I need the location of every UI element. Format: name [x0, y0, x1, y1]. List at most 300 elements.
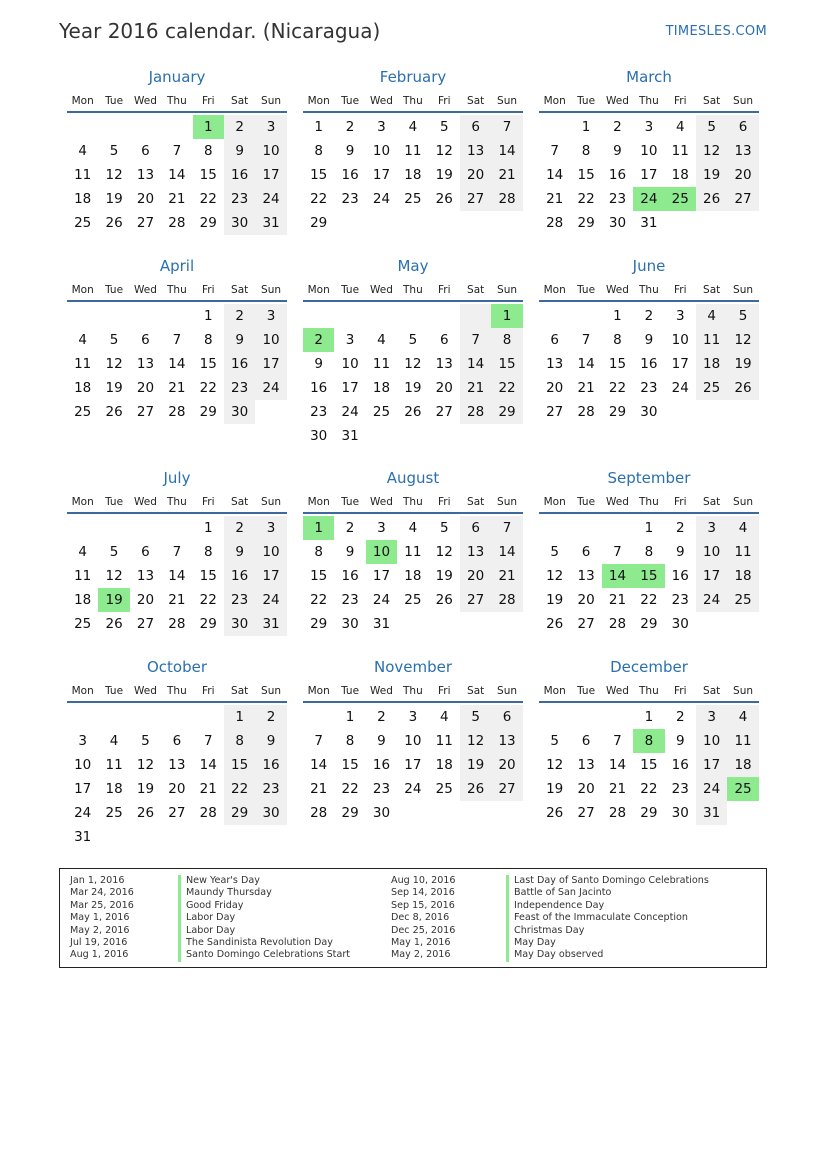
- day-cell: 28: [577, 404, 595, 420]
- day-cell: 22: [310, 191, 328, 207]
- day-cell: 4: [109, 733, 119, 749]
- day-cell: 19: [696, 163, 727, 187]
- holiday-name: Christmas Day: [506, 925, 709, 937]
- day-cell: 28: [546, 215, 564, 231]
- day-cell: 27: [136, 404, 155, 420]
- day-cell: 12: [105, 167, 123, 183]
- empty-cell: [161, 825, 192, 849]
- weekday-label: Tue: [105, 496, 124, 508]
- day-cell: 26: [435, 191, 453, 207]
- day-cell: 17: [696, 564, 727, 588]
- weekday-label: Fri: [674, 284, 687, 296]
- day-cell: 15: [608, 356, 627, 372]
- day-cell: 17: [341, 380, 359, 396]
- day-cell: 27: [136, 616, 155, 632]
- day-cell: 24: [255, 187, 286, 211]
- empty-cell: [460, 801, 491, 825]
- empty-cell: [303, 304, 334, 328]
- day-cell: 22: [199, 191, 217, 207]
- empty-cell: [334, 211, 365, 235]
- weekday-label: Sat: [231, 496, 249, 508]
- month-may: [303, 257, 523, 448]
- empty-cell: [161, 705, 192, 729]
- day-cell: 23: [224, 187, 255, 211]
- day-cell: 16: [224, 352, 255, 376]
- day-cell: 10: [404, 733, 422, 749]
- day-cell: 12: [105, 568, 123, 584]
- day-cell: 4: [78, 143, 87, 159]
- day-cell: 7: [460, 328, 491, 352]
- empty-cell: [67, 304, 98, 328]
- day-cell: 26: [105, 404, 123, 420]
- day-cell: 5: [141, 733, 150, 749]
- day-cell: 19: [435, 167, 453, 183]
- weekday-header: [539, 282, 759, 302]
- day-cell: 22: [341, 781, 359, 797]
- day-cell: 25: [727, 588, 758, 612]
- empty-cell: [696, 400, 727, 424]
- holiday-date: Aug 10, 2016: [391, 875, 456, 886]
- day-cell: 21: [608, 592, 627, 608]
- day-cell: 19: [727, 352, 758, 376]
- empty-cell: [491, 424, 522, 448]
- day-cell: 2: [675, 520, 685, 536]
- holiday-date: Jan 1, 2016: [70, 875, 125, 886]
- day-cell: 27: [577, 616, 595, 632]
- empty-cell: [570, 304, 601, 328]
- empty-cell: [397, 612, 428, 636]
- site-link[interactable]: TIMESLES.COM: [665, 24, 767, 39]
- weekday-header: [67, 282, 287, 302]
- day-cell: 28: [460, 400, 491, 424]
- holiday-date: May 1, 2016: [70, 912, 130, 924]
- day-cell: 28: [608, 805, 627, 821]
- empty-cell: [460, 211, 491, 235]
- day-cell: 9: [613, 143, 622, 159]
- day-cell: 11: [404, 544, 422, 560]
- weekday-header: [67, 494, 287, 514]
- day-cell: 16: [608, 167, 627, 183]
- month-june: [539, 257, 759, 424]
- weekday-label: Tue: [105, 685, 124, 697]
- empty-cell: [570, 705, 601, 729]
- day-cell: 12: [696, 139, 727, 163]
- holiday-dates-right: [391, 875, 456, 962]
- weekday-label: Sun: [261, 496, 282, 508]
- day-cell: 26: [696, 187, 727, 211]
- day-cell: 23: [671, 592, 689, 608]
- month-name: March: [626, 68, 672, 86]
- holiday-date: May 1, 2016: [391, 936, 451, 948]
- weekday-label: Fri: [438, 95, 451, 107]
- day-cell: 21: [168, 380, 186, 396]
- day-cell: 15: [224, 753, 255, 777]
- day-cell: 23: [310, 404, 328, 420]
- day-cell: 20: [460, 163, 491, 187]
- empty-cell: [98, 705, 129, 729]
- day-cell: 2: [345, 119, 355, 135]
- day-cell: 24: [255, 588, 286, 612]
- day-cell: 6: [172, 733, 182, 749]
- day-cell: 11: [372, 356, 391, 372]
- empty-cell: [602, 705, 633, 729]
- day-cell: 3: [696, 516, 727, 540]
- day-cell: 1: [224, 705, 255, 729]
- day-cell: 18: [74, 380, 92, 396]
- day-cell: 23: [341, 191, 359, 207]
- weekday-label: Thu: [639, 496, 659, 508]
- day-cell: 11: [727, 729, 758, 753]
- day-cell: 18: [74, 592, 92, 608]
- day-cell: 19: [546, 592, 564, 608]
- day-cell: 24: [671, 380, 689, 396]
- empty-cell: [366, 424, 397, 448]
- day-cell: 23: [224, 588, 255, 612]
- holiday-names-right: [506, 875, 709, 962]
- day-cell: 7: [172, 544, 182, 560]
- day-cell: 9: [644, 332, 654, 348]
- day-cell: 24: [372, 191, 391, 207]
- day-cell: 24: [341, 404, 359, 420]
- day-cell: 29: [199, 404, 217, 420]
- day-cell: 16: [255, 753, 286, 777]
- day-cell: 21: [199, 781, 217, 797]
- day-cell: 12: [435, 143, 453, 159]
- day-cell: 16: [341, 167, 359, 183]
- day-cell: 9: [255, 729, 286, 753]
- day-cell: 22: [608, 380, 627, 396]
- empty-cell: [429, 801, 460, 825]
- day-cell: 5: [408, 332, 418, 348]
- day-cell: 25: [435, 781, 453, 797]
- day-cell: 27: [460, 588, 491, 612]
- holiday-date: Aug 1, 2016: [70, 949, 129, 961]
- day-cell: 29: [640, 805, 658, 821]
- month-august: [303, 469, 523, 636]
- day-cell: 1: [193, 115, 224, 139]
- day-cell: 4: [78, 332, 87, 348]
- weekday-label: Mon: [307, 685, 330, 697]
- weekday-label: Sun: [733, 284, 754, 296]
- day-cell: 26: [546, 616, 564, 632]
- day-cell: 16: [224, 564, 255, 588]
- weekday-label: Sat: [703, 496, 721, 508]
- day-cell: 9: [345, 544, 355, 560]
- day-cell: 2: [224, 115, 255, 139]
- day-cell: 12: [136, 757, 155, 773]
- day-cell: 16: [671, 757, 689, 773]
- month-name: December: [610, 658, 688, 676]
- day-cell: 14: [460, 352, 491, 376]
- day-cell: 15: [633, 564, 664, 588]
- month-july: [67, 469, 287, 636]
- empty-cell: [570, 516, 601, 540]
- weekday-label: Fri: [438, 685, 451, 697]
- day-cell: 1: [314, 119, 323, 135]
- empty-cell: [460, 424, 491, 448]
- day-cell: 5: [109, 332, 119, 348]
- weekday-label: Sun: [733, 496, 754, 508]
- day-cell: 15: [491, 352, 522, 376]
- day-cell: 18: [105, 781, 123, 797]
- day-cell: 28: [491, 588, 522, 612]
- day-cell: 22: [199, 592, 217, 608]
- empty-cell: [130, 705, 161, 729]
- day-cell: 28: [168, 404, 186, 420]
- day-cell: 4: [439, 709, 449, 725]
- day-cell: 27: [168, 805, 186, 821]
- day-cell: 25: [404, 191, 422, 207]
- weekday-label: Sun: [261, 95, 282, 107]
- weekday-label: Sun: [497, 95, 518, 107]
- empty-cell: [539, 115, 570, 139]
- day-cell: 29: [491, 400, 522, 424]
- day-grid: [67, 705, 287, 849]
- day-cell: 26: [404, 404, 422, 420]
- weekday-label: Thu: [639, 284, 659, 296]
- day-cell: 13: [435, 356, 453, 372]
- weekday-label: Tue: [341, 496, 360, 508]
- day-cell: 11: [696, 328, 727, 352]
- day-cell: 12: [404, 356, 422, 372]
- weekday-label: Sun: [733, 685, 754, 697]
- day-cell: 10: [366, 540, 397, 564]
- day-cell: 13: [727, 139, 758, 163]
- holiday-date: Jul 19, 2016: [70, 936, 128, 948]
- day-cell: 12: [105, 356, 123, 372]
- day-cell: 16: [310, 380, 328, 396]
- day-cell: 6: [141, 332, 150, 348]
- day-cell: 8: [491, 328, 522, 352]
- day-cell: 7: [172, 332, 182, 348]
- weekday-label: Thu: [167, 284, 187, 296]
- day-cell: 2: [224, 516, 255, 540]
- day-cell: 18: [372, 380, 391, 396]
- day-cell: 14: [168, 568, 186, 584]
- weekday-header: [539, 93, 759, 113]
- day-cell: 16: [671, 568, 689, 584]
- day-cell: 27: [136, 215, 155, 231]
- empty-cell: [727, 400, 758, 424]
- month-name: June: [632, 257, 666, 275]
- weekday-label: Fri: [202, 284, 215, 296]
- day-cell: 19: [136, 781, 155, 797]
- day-cell: 1: [644, 520, 654, 536]
- day-cell: 1: [644, 709, 654, 725]
- day-cell: 5: [109, 544, 119, 560]
- weekday-label: Mon: [543, 685, 566, 697]
- day-cell: 11: [74, 568, 92, 584]
- day-cell: 29: [640, 616, 658, 632]
- day-cell: 4: [408, 520, 418, 536]
- weekday-label: Wed: [134, 95, 157, 107]
- day-cell: 19: [105, 380, 123, 396]
- weekday-label: Wed: [370, 496, 393, 508]
- empty-cell: [98, 825, 129, 849]
- day-cell: 22: [640, 781, 658, 797]
- day-cell: 28: [168, 215, 186, 231]
- holiday-date: Mar 25, 2016: [70, 899, 134, 911]
- day-cell: 19: [404, 380, 422, 396]
- day-cell: 18: [74, 191, 92, 207]
- empty-cell: [67, 705, 98, 729]
- day-cell: 24: [633, 187, 664, 211]
- day-cell: 6: [550, 332, 559, 348]
- holiday-name: Feast of the Immaculate Conception: [506, 912, 709, 924]
- day-cell: 31: [74, 829, 92, 845]
- month-february: [303, 68, 523, 235]
- weekday-label: Wed: [606, 496, 629, 508]
- empty-cell: [193, 825, 224, 849]
- day-cell: 5: [439, 119, 449, 135]
- day-cell: 31: [696, 801, 727, 825]
- day-cell: 18: [404, 568, 422, 584]
- day-cell: 30: [224, 612, 255, 636]
- empty-cell: [397, 424, 428, 448]
- holiday-name: The Sandinista Revolution Day: [178, 937, 350, 949]
- weekday-label: Sat: [231, 284, 249, 296]
- day-cell: 8: [314, 143, 323, 159]
- day-grid: [539, 516, 759, 636]
- day-cell: 31: [341, 428, 359, 444]
- day-cell: 8: [224, 729, 255, 753]
- day-cell: 9: [224, 328, 255, 352]
- day-cell: 1: [203, 308, 213, 324]
- day-cell: 19: [105, 191, 123, 207]
- weekday-label: Sun: [261, 284, 282, 296]
- empty-cell: [130, 516, 161, 540]
- weekday-label: Mon: [307, 95, 330, 107]
- day-cell: 5: [109, 143, 119, 159]
- weekday-label: Sat: [231, 685, 249, 697]
- empty-cell: [602, 516, 633, 540]
- empty-cell: [161, 304, 192, 328]
- day-cell: 17: [255, 163, 286, 187]
- empty-cell: [98, 304, 129, 328]
- day-cell: 14: [168, 356, 186, 372]
- day-cell: 6: [141, 143, 150, 159]
- day-cell: 26: [727, 376, 758, 400]
- day-grid: [539, 304, 759, 424]
- empty-cell: [255, 400, 286, 424]
- day-cell: 26: [435, 592, 453, 608]
- weekday-label: Tue: [341, 685, 360, 697]
- empty-cell: [98, 115, 129, 139]
- day-cell: 4: [408, 119, 418, 135]
- day-cell: 27: [546, 404, 564, 420]
- day-grid: [67, 115, 287, 235]
- day-cell: 2: [345, 520, 355, 536]
- empty-cell: [491, 211, 522, 235]
- month-december: [539, 658, 759, 825]
- weekday-header: [67, 683, 287, 703]
- day-cell: 14: [577, 356, 595, 372]
- empty-cell: [397, 211, 428, 235]
- month-name: November: [373, 658, 453, 676]
- day-cell: 14: [491, 540, 522, 564]
- day-cell: 2: [224, 304, 255, 328]
- empty-cell: [696, 211, 727, 235]
- day-cell: 10: [640, 143, 658, 159]
- empty-cell: [366, 211, 397, 235]
- day-cell: 6: [460, 115, 491, 139]
- empty-cell: [67, 516, 98, 540]
- day-cell: 15: [199, 167, 217, 183]
- day-cell: 6: [439, 332, 449, 348]
- day-cell: 9: [377, 733, 386, 749]
- weekday-label: Thu: [639, 685, 659, 697]
- day-cell: 23: [608, 191, 627, 207]
- day-cell: 7: [203, 733, 213, 749]
- day-cell: 2: [675, 709, 685, 725]
- month-name: January: [148, 68, 206, 86]
- weekday-label: Tue: [577, 685, 596, 697]
- empty-cell: [397, 801, 428, 825]
- empty-cell: [161, 516, 192, 540]
- day-cell: 12: [546, 757, 564, 773]
- weekday-label: Sun: [497, 685, 518, 697]
- weekday-label: Sat: [467, 685, 485, 697]
- day-cell: 22: [199, 380, 217, 396]
- empty-cell: [161, 115, 192, 139]
- weekday-label: Wed: [606, 685, 629, 697]
- day-cell: 26: [105, 215, 123, 231]
- day-cell: 25: [74, 215, 92, 231]
- page-title: Year 2016 calendar. (Nicaragua): [59, 19, 381, 43]
- weekday-header: [539, 683, 759, 703]
- weekday-label: Wed: [134, 685, 157, 697]
- day-cell: 18: [435, 757, 453, 773]
- day-cell: 27: [460, 187, 491, 211]
- holiday-name: Santo Domingo Celebrations Start: [178, 949, 350, 961]
- holiday-date: Sep 15, 2016: [391, 899, 455, 911]
- day-cell: 14: [310, 757, 328, 773]
- day-cell: 25: [372, 404, 391, 420]
- day-cell: 1: [491, 304, 522, 328]
- day-cell: 4: [727, 705, 758, 729]
- day-cell: 9: [345, 143, 355, 159]
- weekday-label: Thu: [403, 284, 423, 296]
- day-cell: 28: [608, 616, 627, 632]
- empty-cell: [429, 304, 460, 328]
- holiday-name: Maundy Thursday: [178, 887, 350, 899]
- day-grid: [67, 304, 287, 424]
- weekday-label: Mon: [71, 284, 94, 296]
- weekday-label: Sat: [231, 95, 249, 107]
- empty-cell: [193, 705, 224, 729]
- day-cell: 9: [224, 540, 255, 564]
- day-cell: 13: [136, 167, 155, 183]
- day-cell: 5: [550, 733, 559, 749]
- day-cell: 19: [435, 568, 453, 584]
- day-cell: 30: [255, 801, 286, 825]
- day-cell: 7: [613, 733, 622, 749]
- weekday-label: Mon: [307, 284, 330, 296]
- day-cell: 27: [435, 404, 453, 420]
- day-cell: 18: [696, 352, 727, 376]
- weekday-label: Sat: [467, 95, 485, 107]
- day-cell: 1: [203, 520, 213, 536]
- day-cell: 18: [727, 753, 758, 777]
- holiday-names-left: [178, 875, 350, 962]
- day-cell: 1: [303, 516, 334, 540]
- day-cell: 30: [224, 400, 255, 424]
- empty-cell: [696, 612, 727, 636]
- day-cell: 31: [640, 215, 658, 231]
- day-cell: 21: [310, 781, 328, 797]
- day-cell: 10: [341, 356, 359, 372]
- empty-cell: [303, 705, 334, 729]
